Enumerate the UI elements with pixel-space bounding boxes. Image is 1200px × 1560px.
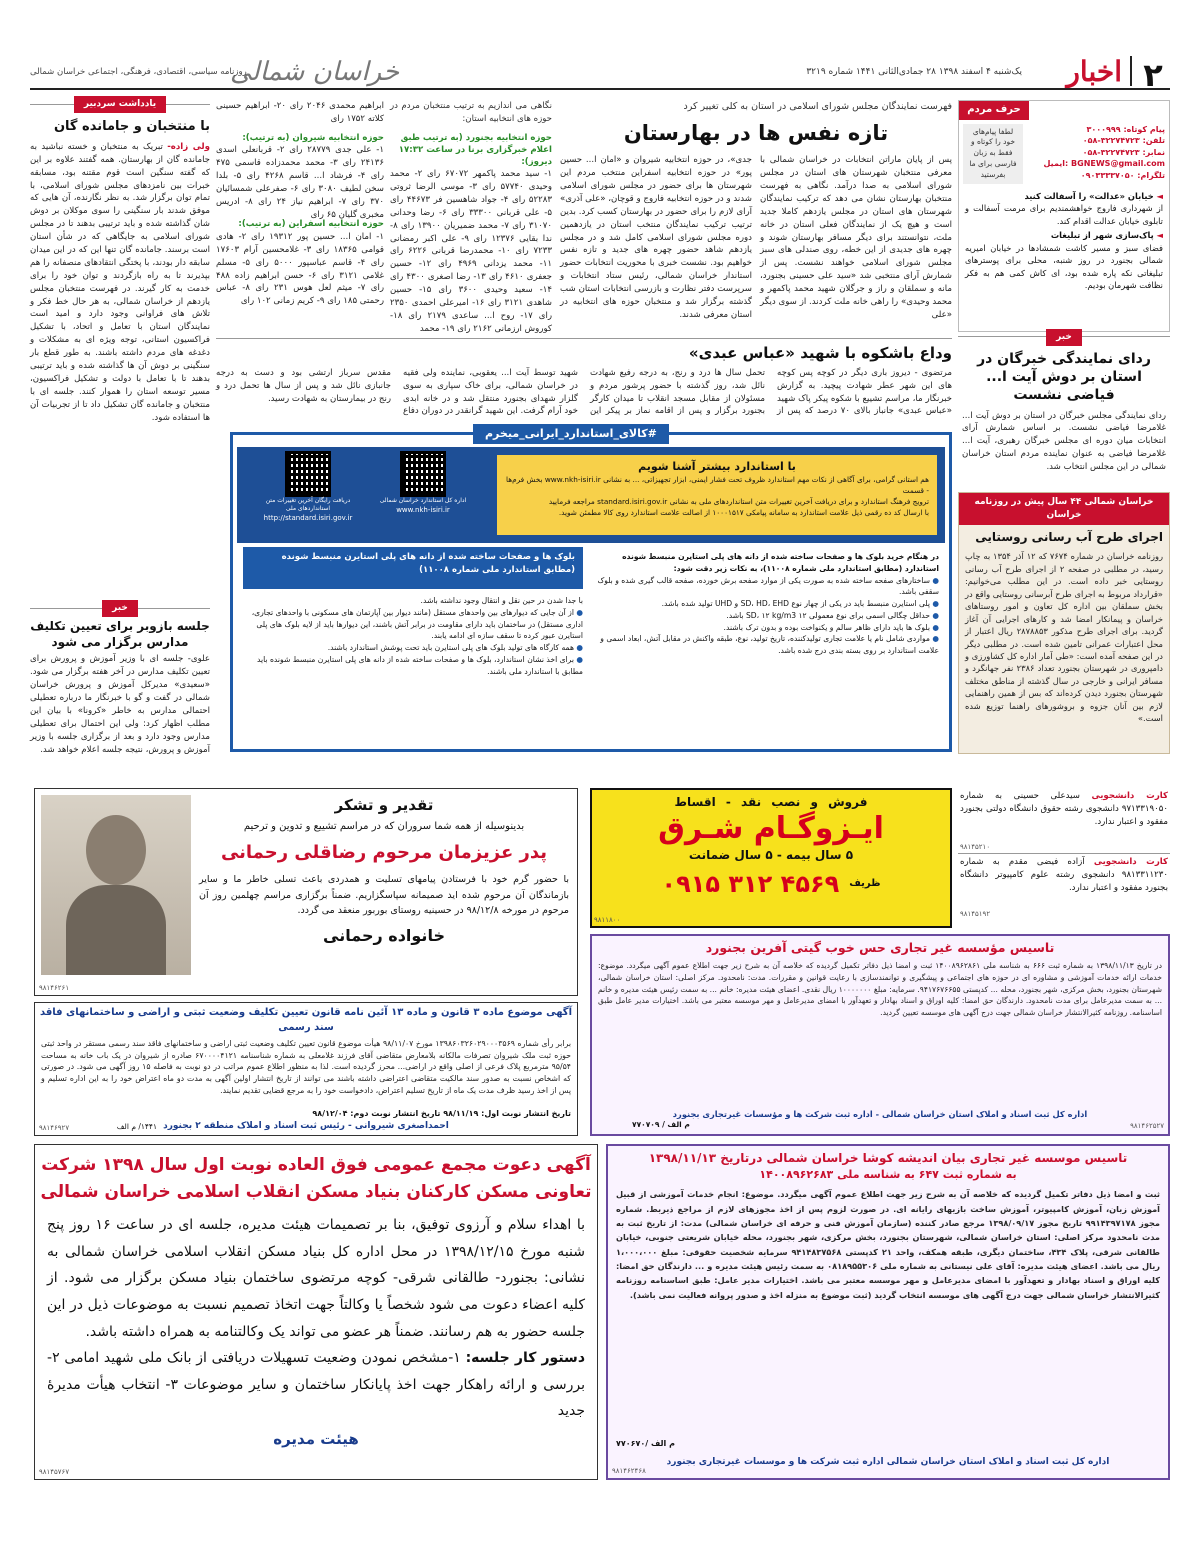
history-title: اجرای طرح آب رسانی روستایی	[975, 530, 1163, 545]
bullet-item: ● بلوک ها باید دارای ظاهر سالم و یکنواخت بوده و بدون ترک باشند.	[723, 622, 939, 632]
newspaper-logo: خراسان شمالی	[230, 57, 400, 87]
lost-card: کارت دانشجویی آزاده فیضی مقدم به شماره ۹۸۱۳۳۱۱۲۳۰ دانشجوی رشته علوم کامپیوتر دانشگاه بجنورد مفقود و اعتبار ندارد. ۹۸۱۴۵۱۹۲	[960, 857, 1168, 918]
condolence-intro: بدینوسیله از همه شما سروران که در مراسم تشییع و تدوین و ترحیم	[243, 820, 525, 832]
company1-text: در تاریخ ۱۳۹۸/۱۱/۱۳ به شماره ثبت ۶۶۶ به شناسه ملی ۱۴۰۰۸۹۶۲۸۶۱ ثبت و امضا ذیل دفاتر تکمیل گردیده که خلاصه آن به شرح زیر جهت اطلاع عموم آگهی میگردد. موضوع: خدمات ارائه خدمات آموزشی و مشاوره ای در حوزه های اجتماعی و پیشگیری و توانمندسازی با رعایت قوانین و مقررات. مدت: نامحدود. مرکز اصلی: استان خراسان شمالی، شهرستان بجنورد، بخش مرکزی، شهر بجنورد، محله ... کدپستی ۹۴۱۷۶۷۶۶۵۵. سرمایه: مبلغ ۱۰۰۰۰۰۰۰ ریال نقدی. اعضای هیئت مدیره: خانم ... به سمت رئیس هیئت مدیره و خانم ... به سمت مدیرعامل برای مدت نامحدود. دارندگان حق امضا: کلیه اوراق و اسناد بهادار و تعهدآور با امضای مدیرعامل و مهر موسسه معتبر می باشد. اختیارات مدیر عامل طبق اساسنامه. روزنامه کثیرالانتشار خراسان شمالی جهت درج آگهی های موسسه تعیین گردید.	[598, 961, 1162, 1018]
people-item-title: ◄ پاک‌سازی شهر از تبلیغات	[1050, 230, 1163, 241]
editorial	[30, 99, 210, 604]
isogam-top: فروش و نصب نقد - اقساط	[674, 795, 868, 809]
editorial-text: ولی زاده- تبریک به منتخبان و خسته نباشید به جامانده گان از بهارستان. همه گفتند علاوه بر این که گفته سنگین است قوم مقتنه بود، مسابقه خبرات بین نامزدهای مجلس شورای اسلامی، با تمام توان برگزار شد. به نظر نگارنده، آن هایی که موفق شدند بار سنگینی را سوی موکلان بر دوش شان گذاشته شده و باید ترتیبی بدهند تا در مجلس شورای اسلامی به جایگاهی که در شأن استان است برسند. جامانده گان تنها این که در این میدان سابقه دار بودند، با پختگی انتقادهای منصفانه را هم بپذیرند تا به راه بازگردند و توان خود را برای خدمت به کار گیرند. در فهرست منتخبان مجلس یازدهم از خراسان شمالی، به هر حال خط فکر و تلاش های فراوانی وجود دارد و امید است نمایندگان استان با تعامل و اتحاد، با تشکیل فراکسیون استانی، توجه ویژه ای به مشکلات و دغدغه های مردم داشته باشند. به طور قطع بار سنگینی بر دوش آن ها گذاشته شده و باید ترتیبی بدهند تا با تعامل با دولت و تشکیل فراکسیون، مسیر توسعه استان را هموار کنند. جلسه ای با منتخبان و جامانده گان تشکیل داد تا از تجربیات آن ها استفاده شود.	[30, 141, 210, 423]
ad-code: ۹۸۱۴۵۷۶۷	[39, 1467, 70, 1476]
isogam-name: ظریف	[849, 877, 881, 889]
standard-info-box	[497, 455, 937, 535]
bojnurd-results: ۱- سید محمد پاکمهر ۶۷۰۷۲ رای ۲- محمد وحیدی ۵۷۷۴۰ رای ۳- موسی الرضا ثروتی ۵۲۲۸۳ رای ۴- جواد شاهسین فر ۴۴۶۷۳ رای ۵- علی قربانی ۳۳۳۰۰ رای ۶- رضا وحدانی ۳۱۰۷۰ رای ۷- محمد ضمیریان ۱۳۹۰۰ رای ۸- ندا بقایی ۱۲۳۷۶ رای ۹- علی اکبر رمضانی ۷۲۳۳ رای ۱۰- محمدرضا قربانی ۶۲۲۶ رای ۱۱- محمد یزدانی ۴۹۶۹ رای ۱۲- حسین جعفری ۴۶۱۰ رای ۱۳- رضا اصغری ۴۳۰۰ رای ۱۴- سعید وحیدی ۳۶۰۰ رای ۱۵- حسین شاهدی ۳۱۲۱ رای ۱۶- امیرعلی احمدی ۲۳۵۰ رای ۱۷- روح ا... ساعدی ۲۱۷۹ رای ۱۸- کوروش ارزمانی ۲۱۶۲ رای ۱۹- محمد	[390, 169, 553, 334]
people-item-title: ◄ خیابان «عدالت» را آسفالت کنید	[1024, 190, 1163, 201]
qr-block-2: دریافت رایگان آخرین تغییرات متن استانداردهای ملی http://standard.isiri.gov.ir	[253, 451, 363, 539]
company2-text: ثبت و امضا ذیل دفاتر تکمیل گردیده که خلاصه آن به شرح زیر جهت اطلاع عموم آگهی میگردد. موضوع: انجام خدمات آموزشی از قبیل آموزش زبان، آموزش کامپیوتر، آموزش ساخت بازیهای رایانه ای. در صورت لزوم پس از اخذ مجوزهای لازم از مراجع ذیربط. شماره مجوز ۹۹۱۴۳۹۷۱۷۸ تاریخ مجوز ۱۳۹۸/۰۹/۱۷ مرجع صادر کننده (سازمان آموزش فنی و حرفه ای خراسان شمالی) مدت: از تاریخ ثبت به مدت نامحدود مرکز اصلی: استان خراسان شمالی، شهرستان بجنورد، بخش مرکزی، شهر بجنورد، محله خیابان شریعتی جنوبی، خیابان طالقانی شرقی، پلاک ۴۳۴، ساختمان دیگری، طبقه همکف، واحد ۲۱ کدپستی ۹۴۱۴۸۳۷۵۶۸ سرمایه شخصیت حقوقی: مبلغ ۱،۰۰۰،۰۰۰ ریال می باشد. اعضای هیئت مدیره: آقای علی نیستانی به شماره ملی ۰۸۱۸۹۵۵۳۰۶ به سمت رئیس هیئت مدیره و ... دارندگان حق امضا: کلیه اوراق و اسناد بهادار و تعهدآور با امضای مدیرعامل و مهر موسسه معتبر می باشد. اختیارات مدیر عامل: طبق اساسنامه روزنامه کثیرالانتشار خراسان شمالی جهت درج آگهی های موسسه انتخاب گردید (ثبت موضوع به منزله اخذ و صدور پروانه فعالیت نمی باشد).	[616, 1189, 1161, 1300]
company1-title: تاسیس مؤسسه غیر تجاری حس خوب گیتی آفرین بجنورد	[705, 940, 1055, 955]
bullet-item: ● ساختارهای صفحه ساخته شده به صورت یکی از موارد صفحه برش خورده، صفحه قالب گیری شده و بلوک سقفی باشد.	[597, 575, 939, 597]
ad-code: ۹۸۱۱۸۰۰	[594, 915, 621, 924]
standard-box-title: با استاندارد بیشتر آشنا شویم	[638, 460, 796, 473]
lead-title: تازه نفس ها در بهارستان	[623, 120, 889, 145]
assembly-text: با اهداء سلام و آرزوی توفیق، بنا بر تصمیمات هیئت مدیره، جلسه ای در ساعت ۱۶ روز پنج شنبه مورخ ۱۳۹۸/۱۲/۱۵ در محل اداره کل بنیاد مسکن انقلاب اسلامی خراسان شمالی به نشانی: بجنورد- طالقانی شرقی- کوچه مرتضوی ساختمان بنیاد مسکن برگزار می شود. از کلیه اعضاء دعوت می شود شخصاً یا وکالتاً جهت اتخاذ تصمیم نسبت به موضوعات ذیل در این جلسه حضور به هم رسانند. ضمناً هر عضو می تواند یک وکالتنامه به همراه داشته باشد.	[47, 1217, 586, 1340]
qr-code-icon	[285, 451, 331, 497]
isogam-brand: ایـزوگـام شـرق	[658, 811, 884, 847]
isogam-warranty: ۵ سال بیمه - ۵ سال ضمانت	[688, 848, 854, 863]
school-news-title: جلسه بازوبر برای تعیین تکلیف مدارس برگزار می شود	[30, 619, 210, 650]
standard-bullets-right: در هنگام خرید بلوک ها و صفحات ساخته شده از دانه های پلی استایرن منبسط شونده استاندارد (مطابق استاندارد ملی شماره ۱۱۰۰۸)، به نکات زیر دقت شود: ● ساختارهای صفحه ساخته شده به صورت یکی از موارد صفحه برش خورده، صفحه قالب گیری شده و بلوک سقفی باشد. ● پلی استایرن منبسط باید در یکی از چهار نوع SD، HD، EHD و UHD تولید شده باشد. ● حداقل چگالی اسمی برای نوع معمولی ۱۲ SD، ۱۲ kg/m3 باشد. ● بلوک ها باید دارای ظاهر سالم و یکنواخت بوده و بدون ترک باشند. ● مواردی شامل نام یا علامت تجاری تولیدکننده، تاریخ تولید، نوع، طبقه واکنش در مقابل آتش، ابعاد اسمی و علامت استاندارد بر روی بسته بندی درج شده باشد.	[589, 551, 939, 747]
ad-code: ۹۸۱۴۶۲۶۱	[39, 983, 70, 992]
masthead	[30, 52, 1170, 94]
law-dates: تاریخ انتشار نوبت اول: ۹۸/۱۱/۱۹ تاریخ انتشار نوبت دوم: ۹۸/۱۲/۰۴	[312, 1109, 571, 1118]
lost-cards	[958, 788, 1170, 928]
ad-ref: ۱۴۴۱/ م الف	[116, 1122, 157, 1132]
deceased-photo	[41, 795, 191, 975]
assembly-agenda: دستور کار جلسه: ۱-مشخص نمودن وضعیت تسهیلات دریافتی از بانک ملی شهید امامی ۲-بررسی و ارائه راهکار جهت اخذ پایانکار ساختمان و سایر موضوعات ۳- انتخاب هیأت مدیرۀ جدید	[47, 1350, 586, 1420]
results-intro: نگاهی می اندازیم به ترتیب منتخبان مردم در حوزه های انتخابیه استان:	[390, 101, 552, 124]
company1-footer: اداره کل ثبت اسناد و املاک استان خراسان شمالی - اداره ثبت شرکت ها و مؤسسات غیرتجاری بجنورد	[672, 1109, 1088, 1120]
law-title: آگهی موضوع ماده ۳ قانون و ماده ۱۳ آئین نامه قانون تعیین تکلیف وضعیت ثبتی و اراضی و ساختمانهای فاقد سند رسمی	[39, 1007, 573, 1033]
news-title: ردای نمایندگی خبرگان در استان بر دوش آیت ا... فیاضی نشست	[977, 351, 1151, 404]
martyr-text: مرتضوی - دیروز باری دیگر در کوچه پس کوچه های این شهر عطر شهادت پیچید. به گزارش خبرنگار ما، مراسم تشییع با شکوه پیکر پاک شهید «عباس عبدی» جانباز بالای ۷۰ درصد که پس از تحمل سال ها درد و رنج، به درجه رفیع شهادت نائل شد، روز گذشته با حضور پرشور مردم و مسئولان از مقابل مسجد انقلاب تا میدان کارگر بجنورد برگزار و پس از اقامه نماز بر پیکر این شهید توسط آیت ا... یعقوبی، نماینده ولی فقیه در خراسان شمالی، برای خاک سپاری به سوی گلزار شهدای بجنورد منتقل شد و در خانه ابدی خود آرام گرفت. این شهید گرانقدر در دوران دفاع مقدس سرباز ارتشی بود و دست به درجه جانبازی نائل شد و پس از سال ها تحمل درد و رنج در بیمارستان به شهادت رسید.	[216, 367, 952, 417]
school-news-tag: خبر	[102, 600, 138, 617]
bullet-item: ● مواردی شامل نام یا علامت تجاری تولیدکننده، تاریخ تولید، نوع، طبقه واکنش در مقابل آتش، ابعاد اسمی و علامت استاندارد بر روی بسته بندی درج شده باشد.	[600, 634, 939, 656]
lost-card: کارت دانشجویی سیدعلی حسینی به شماره ۹۷۱۳۳۱۹۰۵۰ دانشجوی رشته حقوق دانشگاه دولتی بجنورد مفقود و اعتبار ندارد. ۹۸۱۴۵۲۱۰	[958, 788, 1170, 854]
ad-code: ۹۸۱۴۶۲۴۶۸	[612, 1466, 646, 1475]
history-tag: خراسان شمالی ۴۴ سال پیش در روزنامه خراسان	[959, 493, 1169, 525]
condolence-body: با حضور گرم خود با فرستادن پیامهای تسلیت و همدردی باعث تسلی خاطر ما و سایر بازماندگان آن مرحوم شده اید صمیمانه سپاسگزاریم. ضمناً برگزاری مراسم چهلمین روز آن مرحوم در مورخه ۹۸/۱۲/۸ در حسینیه روستای بوربور منعقد می گردد.	[199, 874, 569, 916]
qr-block-1: اداره کل استاندارد خراسان شمالی www.nkh-isiri.ir	[373, 451, 473, 539]
news-box	[958, 332, 1170, 486]
standard-box-line: هم استانی گرامی، برای آگاهی از نکات مهم استاندارد ظروف تحت فشار ایمنی، ابزار تجهیزاتی، ... به نشانی www.nkh-isiri.ir بخش فرم‌ها - قسمت	[506, 474, 929, 495]
editorial-tag: یادداشت سردبیر	[74, 96, 166, 113]
bullet-item: ● حداقل چگالی اسمی برای نوع معمولی ۱۲ SD، ۱۲ kg/m3 باشد.	[726, 610, 939, 620]
people-box	[958, 100, 1170, 332]
assembly-signer: هیئت مدیره	[273, 1430, 359, 1449]
bojnurd-head: حوزه انتخابیه بجنورد (به ترتیب طبق اعلام خبرگزاری برنا در ساعت ۱۷:۳۲ دیروز):	[398, 133, 552, 168]
company-ad-1	[590, 934, 1170, 1136]
qr-code-icon	[400, 451, 446, 497]
martyr-title: وداع باشکوه با شهید «عباس عبدی»	[688, 344, 952, 362]
school-news	[30, 603, 210, 755]
condolence-name: پدر عزیزمان مرحوم رضاقلی رحمانی	[220, 842, 548, 864]
company-ad-2	[606, 1144, 1170, 1480]
standard-bullets-left	[243, 595, 583, 747]
standard-hashtag: #کالای_استاندارد_ایرانی_میخرم	[473, 424, 669, 444]
lead-article	[560, 100, 952, 332]
history-box	[958, 492, 1170, 754]
ad-code: ۹۸۱۴۶۲۵۲۷	[1130, 1121, 1164, 1130]
condolence-ad	[34, 788, 578, 996]
lead-text-right: پس از پایان ماراتن انتخابات در خراسان شمالی با معرفی منتخبان شهرستان های استان در مجلس شورای اسلامی به صدا درآمد. نگاهی به فهرست منتخبان بهارستان نشان می دهد که ترکیب نمایندگان شهرستان های استان در مجلس یازدهم کاملا جدید است و هیچ یک از نمایندگان فعلی استان در خانه ملت، نتوانستند برای دیگر مسافر بهارستان شوند و چهره های جدیدی از این خطه، روی صندلی های سبز مجلس شورای اسلامی خواهند نشست. پس از شمارش آرای منتخبی شد «سید علی حسینی بجنورد، مانه و سملقان و راز و جرگلان شهید محمد پاکمهر و محمد وحیدی» را راهی خانه ملت کردند. از سوی دیگر «علی	[760, 155, 952, 320]
law-text: برابر رأی شماره ۱۳۹۸۶۰۳۲۶۰۲۹۰۰۰۳۵۶۹ مورخ ۹۸/۱۱/۰۷ هیأت موضوع قانون تعیین تکلیف وضعیت ثبتی اراضی و ساختمانهای فاقد سند رسمی مستقر در واحد ثبتی حوزه ثبت ملک شیروان تصرفات مالکانه بلامعارض متقاضی آقای فرزند غلامعلی به شماره شناسنامه ۶۷۰۰۰۰۴۱۲۱ صادره از شیروان در یک باب خانه به مساحت ۹۵/۵۴ مترمربع پلاک فرعی از اصلی واقع در اراضی... محرز گردیده است. لذا به منظور اطلاع عموم مراتب در دو نوبت به فاصله ۱۵ روز آگهی می شود. در صورتی که اشخاص نسبت به صدور سند مالکیت متقاضی اعتراضی داشته باشند می توانند از تاریخ انتشار اولین آگهی به مدت دو ماه اعتراض خود را به این اداره تسلیم و پس از اخذ رسید ظرف مدت یک ماه از تاریخ تسلیم اعتراض، دادخواست خود را به مرجع قضایی تقدیم نمایند.	[41, 1039, 571, 1095]
people-tag: حرف مردم	[959, 101, 1029, 120]
ad-code: ۹۸۱۴۶۹۲۷	[39, 1123, 70, 1132]
condolence-family: خانواده رحمانی	[323, 925, 445, 945]
law-ad	[34, 1002, 578, 1136]
standard-box-line: ترویج فرهنگ استاندارد و برای دریافت آخرین تغییرات متن استانداردهای ملی به نشانی standard.isiri.gov.ir مراجعه فرمایید	[548, 496, 929, 506]
history-text: روزنامه خراسان در شماره ۷۶۷۴ که ۱۲ آذر ۱۳۵۴ به چاپ رسید، در مطلبی در صفحه ۲ از اجرای طرح آب رسانی روستایی خبر داده است. در این مطلب می‌خوانیم: «قرارداد مربوط به اجرای طرح آبرسانی روستایی واقع در بخش سملقان بین اداره کل تعاون و امور روستاهای خراسان و پیمانکار امضا شد و کارهای اجرایی آن آغاز گردید. برای اجرای طرح مذکور ۲۸۷۸۸۵۳ ریال اعتبار از محل اعتبارات عمرانی تامین شده است. در مطلبی دیگر در این صفحه آمده است: «طی آمار اداره کل کشاورزی و دامپروری در شهرستان بجنورد تعداد ۲۳۸۶ نفر جهانگرد و مسافر ایرانی و خارجی در سال گذشته از مناطق مختلف شهرستان بجنورد دیدن کرده‌اند که بس از همین راهنمایی لازم بین آنان جزوه و بروشورهای راهنما توزیع شده است.»	[965, 551, 1163, 724]
assembly-title-1: آگهی دعوت مجمع عمومی فوق العاده نوبت اول سال ۱۳۹۸ شرکت	[41, 1155, 591, 1175]
page-number: ۲	[1143, 56, 1163, 94]
shirvan-results: ۱- علی جدی ۲۸۷۷۹ رای ۲- قربانعلی اسدی ۲۴۱۳۶ رای ۳- محمد محمدزاده قاسمی ۴۷۵ رای ۴- فرشاد ا... قاسم ۴۲۶۸ رای ۵- بلدا سخن لطیف ۳۰۸۰ رای ۶- صفرعلی شمسائیان ۳۷۰ رای ۷- ابراهیم نیاز ۲۴ رای ۸- ادریس مخبری گلیان ۶۵ رای	[216, 145, 385, 220]
people-note: لطفا پیام‌های خود را کوتاه و فقط به زبان فارسی برای ما بفرستید	[963, 124, 1023, 184]
bullet-item: ● برای اخذ نشان استاندارد، بلوک ها و صفحات ساخته شده از دانه های پلی استایرن منبسط شونده باید مطابق با استاندارد ملی باشند.	[257, 654, 583, 676]
bullet-item: با جدا شدن در حین نقل و انتقال وجود نداشته باشد.	[420, 596, 583, 605]
ad-ref: م الف /۷۷۰۶۷۰	[616, 1439, 675, 1448]
bullet-item: ● پلی استایرن منبسط باید در یکی از چهار نوع SD، HD، EHD و UHD تولید شده باشد.	[661, 599, 939, 609]
isogam-ad	[590, 788, 952, 928]
people-item-text: از شهرداری فاروج خواهشمندیم برای مرمت آسفالت و تابلوی خیابان عدالت اقدام کند.	[965, 203, 1163, 226]
shirvan-head: حوزه انتخابیه شیروان (به ترتیب):	[242, 133, 384, 143]
results-col-others	[216, 100, 384, 332]
contact-lines: پیام کوتاه: ۳۰۰۰۹۹۹ تلفن: ۳۲۲۷۴۷۲۳-۰۵۸ نمابر: ۳۲۲۷۴۷۲۳-۰۵۸ ایمیل: BGNEWS@gmail.com تلگرام: ۰۹۰۳۳۳۳۷۰۵۰	[1043, 124, 1165, 180]
editorial-title: با منتخبان و جامانده گان	[53, 119, 210, 134]
isogam-phone: ۰۹۱۵ ۳۱۲ ۴۵۶۹	[661, 869, 840, 898]
lead-kicker: فهرست نمایندگان مجلس شورای اسلامی در استان به کلی تغییر کرد	[683, 101, 952, 112]
school-news-text: علوی- جلسه ای با وزیر آموزش و پرورش برای تعیین تکلیف مدارس در آخر هفته برگزار می شود. «سعیدی» مدیرکل آموزش و پرورش خراسان شمالی در گفت و گو با خبرنگار ما درباره تعطیلی احتمالی مدارس به خاطر «کرونا» با بیان این مطلب اظهار کرد: ولی این احتمال برای تعطیلی مدارس وجود دارد و بعد از برگزاری جلسه با وزیر آموزش و پرورش، نتیجه جلسه اعلام خواهد شد.	[30, 654, 210, 755]
tagline: روزنامه سیاسی، اقتصادی، فرهنگی، اجتماعی خراسان شمالی	[30, 67, 247, 77]
assembly-title-2: تعاونی مسکن کارکنان بنیاد مسکن انقلاب اسلامی خراسان شمالی	[40, 1181, 592, 1202]
company2-title: تاسیس موسسه غیر تجاری بیان اندیشه کوشا خراسان شمالی درتاریخ ۱۳۹۸/۱۱/۱۳	[648, 1151, 1128, 1165]
martyr-article	[216, 338, 952, 438]
results-top: ابراهیم محمدی ۲۰۴۶ رای ۲۰- ابراهیم حسینی کلاته ۱۷۵۲ رای	[216, 101, 384, 124]
standard-box-line: با ارسال کد ده رقمی ذیل علامت استاندارد به سامانه پیامکی ۱۰۰۰۱۵۱۷ از اصالت علامت استاندارد روی کالا مطمئن شوید.	[558, 507, 929, 517]
news-text: ردای نمایندگی مجلس خبرگان در استان بر دوش آیت ا... غلامرضا فیاضی نشست. بر اساس شمارش آرای انتخابات میان دوره ای مجلس خبرگان رهبری، آیت ا... غلامرضا فیاضی به عنوان نماینده مردم استان خراسان شمالی در این مجلس انتخاب شد.	[962, 410, 1166, 473]
people-item-text: فضای سبز و مسیر کاشت شمشادها در خیابان امیریه شمالی بجنورد در روز شنبه، محلی برای پوسترهای تبلیغاتی نکه پاره شده بود، ای کاش کمی هم به فکر نظافت شهرمان بودیم.	[965, 242, 1163, 290]
news-tag: خبر	[1046, 329, 1082, 346]
ad-ref: م الف / ۷۷۰۷۰۹	[632, 1120, 690, 1130]
company2-subtitle: به شماره ثبت ۶۴۷ به شناسه ملی ۱۴۰۰۸۹۶۲۶۸۳	[759, 1168, 1017, 1182]
company2-footer: اداره کل ثبت اسناد و املاک استان خراسان شمالی اداره ثبت شرکت ها و موسسات غیرتجاری بجنورد	[666, 1457, 1110, 1467]
assembly-ad	[34, 1144, 598, 1480]
standard-bottom-note: بلوک ها و صفحات ساخته شده از دانه های پلی استایرن منبسط شونده (مطابق استاندارد ملی شماره ۱۱۰۰۸)	[243, 547, 583, 589]
law-signer: احمداصغری شیروانی - رئیس ثبت اسناد و املاک منطقه ۲ بجنورد	[163, 1120, 449, 1131]
condolence-title: تقدیر و تشکر	[334, 796, 434, 814]
esfarayen-results: ۱- امان ا... حسین پور ۱۹۳۱۲ رای ۲- هادی قوامی ۱۸۳۶۵ رای ۳- غلامحسین آرام ۱۷۶۰۳ رای ۴- قاسم عباسپور ۵۰۰۰ رای ۵- مسلم غلامی ۳۱۲۱ رای ۶- حسن ابراهیم زاده ۴۸۸ رای ۷- میثم لعل هوس ۲۳۱ رای ۸- عباس رحمتی ۱۸۵ رای ۹- کریم زمانی ۱۰۲ رای	[216, 231, 385, 307]
lead-text-left: جدی»، در حوزه انتخابیه شیروان و «امان ا... حسین پور» در حوزه انتخابیه اسفراین منتخب مردم این شهرستان ها برای حضور در مجلس شورای اسلامی شدند و در حوزه انتخابیه فاروج و قوچان، «علی آذری» آرای لازم را برای حضور در بهارستان کسب کرد. بدین ترتیب ترکیب نمایندگان منتخب استان در یازدهمین دوره مجلس شورای اسلامی کامل شد و در مجلس یازدهم شاهد حضور چهره های جدید و تازه نفس خواهیم بود. نشست خبری با محوریت انتخابات حضور استاندار خراسان شمالی، رئیس ستاد انتخابات و سرپرست دفتر نظارت و بازرسی انتخابات استان شب گذشته برگزار شد و منتخبان حوزه های انتخابیه در استان معرفی شدند.	[560, 155, 752, 320]
bullet-item: ● همه کارگاه های تولید بلوک های پلی استایرن باید تحت پوشش استاندارد باشند.	[327, 643, 583, 653]
section-title: اخبار	[1066, 55, 1122, 88]
esfarayen-head: حوزه انتخابیه اسفراین (به ترتیب):	[238, 219, 384, 230]
results-col-bojnurd	[390, 100, 552, 332]
standard-ad	[230, 427, 952, 752]
bullet-item: ● از آن جایی که دیوارهای بین واحدهای مستقل (مانند دیوار بین آپارتمان های مسکونی با واحدهای تجاری، اداری مستقل) در ساختمان باید دارای مقاومت در برابر آتش باشند، این دیوارها باید از لایه بلوک های پلی استایرن عبور کرده تا سقف سازه ای ادامه یابند.	[251, 607, 583, 641]
date-line: یک‌شنبه ۴ اسفند ۱۳۹۸ ۲۸ جمادی‌الثانی ۱۴۴۱ شماره ۳۲۱۹	[806, 67, 1022, 77]
